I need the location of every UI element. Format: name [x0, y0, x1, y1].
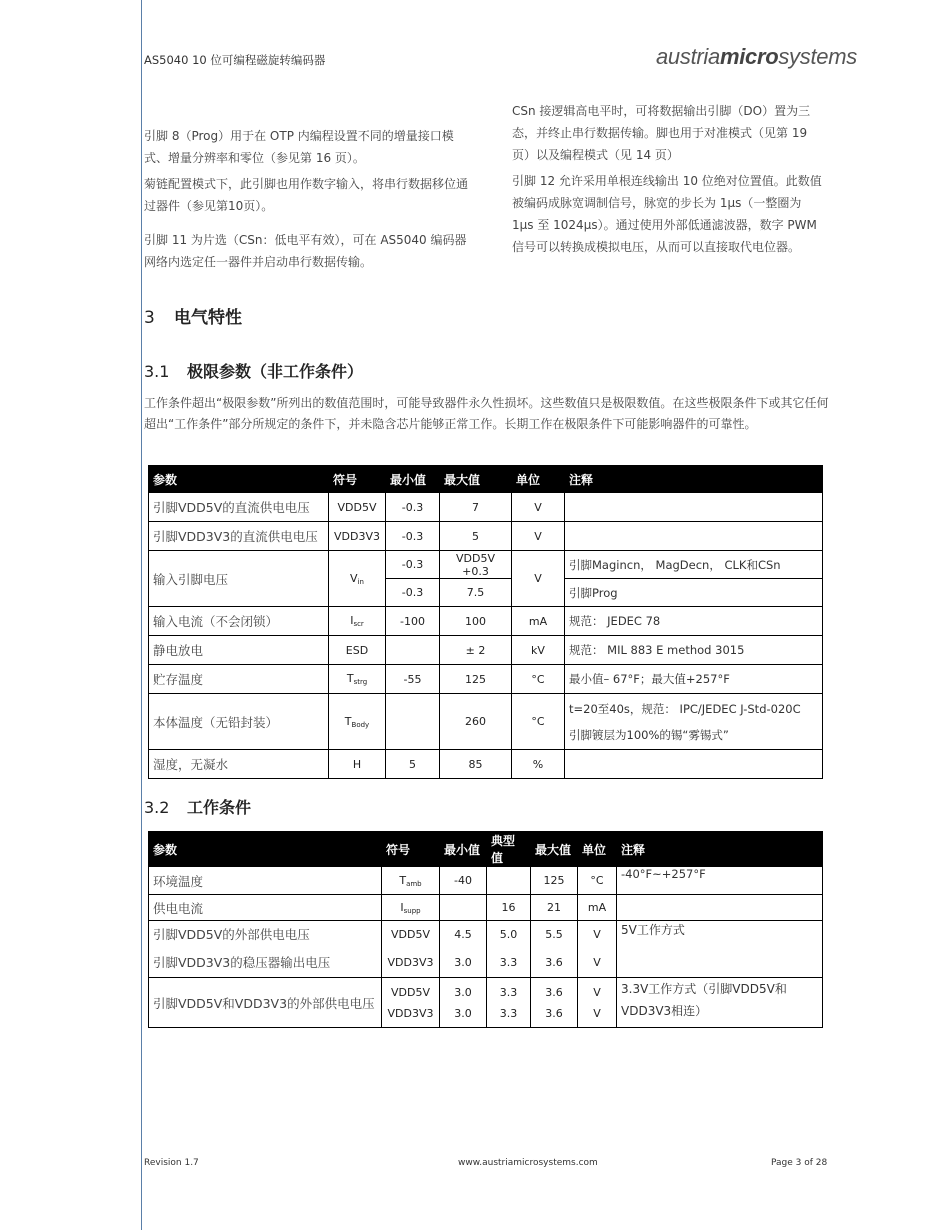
- operating-conditions-table: [148, 831, 823, 1028]
- paragraph-pin11: 引脚 11 为片选（CSn：低电平有效），可在 AS5040 编码器网络内选定任一器件并启动串行数据传输。: [144, 233, 467, 269]
- paragraph-pin8: 引脚 8（Prog）用于在 OTP 内编程设置不同的增量接口模式、增量分辨率和零位（参见第 16 页）。: [144, 129, 454, 165]
- footer-url[interactable]: www.austriamicrosystems.com: [458, 1158, 598, 1168]
- table-row: 环境温度 $T_{amb}$ -40 125 °C -40°F~+257°F: [149, 867, 823, 895]
- table-row: 引脚VDD5V和VDD3V3的外部供电电压 VDD5V VDD3V3 3.0 3.0 3.3 3.3 3.6 3.6 V V 3.3V工作方式（引脚VDD5V和VDD3V3相连）: [149, 978, 823, 1028]
- table-row: 引脚VDD5V的直流供电电压 VDD5V -0.3 7 V: [149, 493, 823, 522]
- table-row: 输入引脚电压 $V_{in}$ -0.3 VDD5V +0.3 V 引脚Magincn， MagDecn， CLK和CSn: [149, 551, 823, 579]
- table-row: 引脚VDD3V3的直流供电电压 VDD3V3 -0.3 5 V: [149, 522, 823, 551]
- paragraph-pin12: 引脚 12 允许采用单根连线输出 10 位绝对位置值。此数值被编码成脉宽调制信号，脉宽的步长为 1μs（一整圈为 1μs 至 1024μs）。通过使用外部低通滤波器，数字 PWM 信号可以转换成模拟电压，从而可以直接取代电位器。: [512, 174, 822, 254]
- absolute-max-table: [148, 465, 823, 779]
- table-row: 湿度，无凝水 H 5 85 %: [149, 750, 823, 779]
- section-intro: 工作条件超出“极限参数”所列出的数值范围时，可能导致器件永久性损坏。这些数值只是极限数值。在这些极限条件下或其它任何超出“工作条件”部分所规定的条件下，并未隐含芯片能够正常工作。长期工作在极限条件下可能影响器件的可靠性。: [144, 396, 829, 431]
- document-title: AS5040 10 位可编程磁旋转编码器: [144, 53, 326, 67]
- table-row: 供电电流 $I_{supp}$ 16 21 mA: [149, 895, 823, 921]
- table-row: -0.3 7.5 引脚Prog: [149, 579, 823, 607]
- section-heading-3-1: 3.1 极限参数（非工作条件）: [144, 362, 364, 381]
- paragraph-daisy-chain: 菊链配置模式下，此引脚也用作数字输入，将串行数据移位通过器件（参见第10页）。: [144, 177, 469, 213]
- section-heading-3: 3 电气特性: [144, 308, 242, 328]
- company-logo: austriamicrosystems: [656, 44, 857, 69]
- left-column: [144, 125, 474, 273]
- table-header-row: 参数 符号 最小值 最大值 单位 注释: [149, 466, 823, 493]
- table-row: 引脚VDD5V的外部供电电压 引脚VDD3V3的稳压器输出电压 VDD5V VDD3V3 4.5 3.0 5.0 3.3 5.5 3.6 V V 5V工作方式: [149, 921, 823, 978]
- footer-page-number: Page 3 of 28: [771, 1158, 828, 1168]
- margin-rule: [141, 0, 142, 1230]
- table-row: 本体温度（无铅封装） $T_{Body}$ 260 °C t=20至40s，规范： IPC/JEDEC J-Std-020C 引脚镀层为100%的锡“雾锡式”: [149, 694, 823, 750]
- footer-revision: Revision 1.7: [144, 1158, 199, 1168]
- section-heading-3-2: 3.2 工作条件: [144, 798, 252, 817]
- paragraph-csn: CSn 接逻辑高电平时，可将数据输出引脚（DO）置为三态，并终止串行数据传输。脚也用于对准模式（见第 19 页）以及编程模式（见 14 页）: [512, 104, 811, 162]
- table-row: 输入电流（不会闭锁） $I_{scr}$ -100 100 mA 规范： JEDEC 78: [149, 607, 823, 636]
- table-row: 静电放电 ESD ± 2 kV 规范： MIL 883 E method 3015: [149, 636, 823, 665]
- table-header-row: 参数 符号 最小值 典型值 最大值 单位 注释: [149, 832, 823, 867]
- right-column: [512, 100, 824, 258]
- table-row: 贮存温度 $T_{strg}$ -55 125 °C 最小值– 67°F；最大值+257°F: [149, 665, 823, 694]
